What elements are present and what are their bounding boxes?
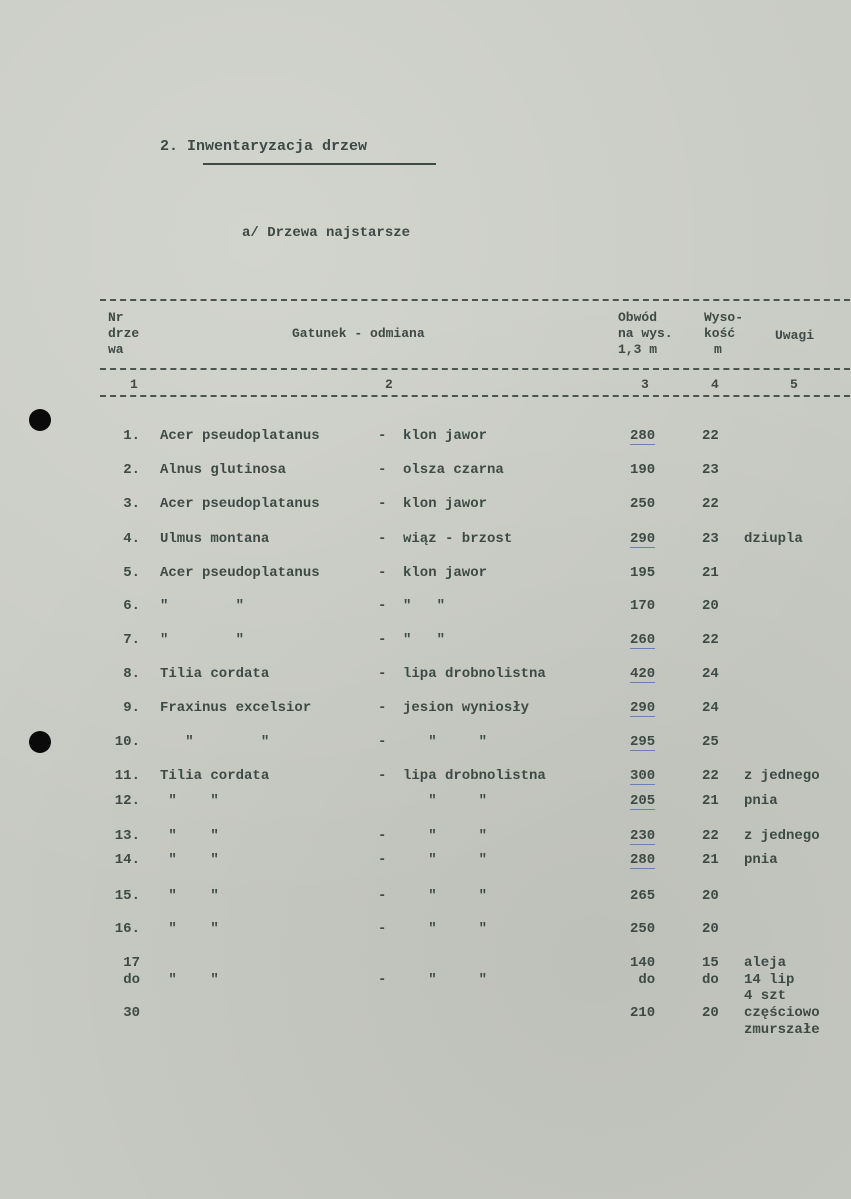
- table-row: [0, 496, 851, 516]
- height-cell: 20: [702, 1005, 719, 1021]
- header-circ-line: na wys.: [618, 326, 673, 341]
- species-cell: Acer pseudoplatanus: [160, 565, 320, 581]
- table-row: [0, 852, 851, 872]
- table-row: [0, 828, 851, 848]
- separator-dash: -: [378, 531, 387, 547]
- row-number: 7.: [123, 632, 140, 648]
- separator-dash: -: [378, 734, 387, 750]
- species-cell: Ulmus montana: [160, 531, 270, 547]
- variety-cell: wiąz - brzost: [403, 531, 513, 547]
- header-circ-line: 1,3 m: [618, 342, 658, 357]
- separator-dash: -: [378, 462, 387, 478]
- separator-dash: -: [378, 768, 387, 784]
- header-height-line: m: [714, 342, 722, 357]
- column-number-rule: [100, 395, 850, 397]
- separator-dash: -: [378, 598, 387, 614]
- circumference-cell: 190: [630, 462, 656, 478]
- circumference-cell: 290: [630, 531, 656, 547]
- variety-cell: " ": [403, 828, 488, 844]
- notes-cell: pnia: [744, 852, 778, 868]
- header-nr-line: wa: [108, 342, 124, 357]
- table-row: [0, 700, 851, 720]
- table-row: [0, 921, 851, 941]
- header-notes: Uwagi: [775, 328, 815, 343]
- circumference-cell: 140: [630, 955, 656, 971]
- table-row: [0, 793, 851, 813]
- circumference-cell: 230: [630, 828, 656, 844]
- species-cell: " ": [160, 632, 245, 648]
- subsection-title: a/ Drzewa najstarsze: [242, 225, 411, 241]
- notes-cell: częściowo: [744, 1005, 820, 1021]
- table-row: [0, 1022, 851, 1042]
- height-cell: 21: [702, 793, 719, 809]
- table-row: [0, 666, 851, 686]
- height-cell: 23: [702, 462, 719, 478]
- species-cell: Acer pseudoplatanus: [160, 428, 320, 444]
- row-number: 6.: [123, 598, 140, 614]
- height-cell: 20: [702, 921, 719, 937]
- row-number: 17: [123, 955, 140, 971]
- circumference-cell: 420: [630, 666, 656, 682]
- circumference-cell: 290: [630, 700, 656, 716]
- variety-cell: " ": [403, 734, 488, 750]
- variety-cell: " ": [403, 921, 488, 937]
- row-number: 5.: [123, 565, 140, 581]
- height-cell: 22: [702, 828, 719, 844]
- height-cell: 22: [702, 428, 719, 444]
- height-cell: 23: [702, 531, 719, 547]
- height-cell: 20: [702, 888, 719, 904]
- table-row: [0, 462, 851, 482]
- variety-cell: " ": [403, 632, 446, 648]
- height-cell: 21: [702, 852, 719, 868]
- species-cell: " ": [160, 734, 270, 750]
- circumference-cell: 300: [630, 768, 656, 784]
- circumference-cell: 205: [630, 793, 656, 809]
- circumference-cell: 250: [630, 921, 656, 937]
- separator-dash: -: [378, 852, 387, 868]
- height-cell: do: [702, 972, 719, 988]
- separator-dash: -: [378, 632, 387, 648]
- header-nr-line: Nr: [108, 310, 124, 325]
- header-nr-line: drze: [108, 326, 140, 341]
- header-circumference: [618, 310, 673, 358]
- circumference-cell: 265: [630, 888, 656, 904]
- species-cell: Tilia cordata: [160, 666, 270, 682]
- variety-cell: " ": [403, 972, 488, 988]
- species-cell: Alnus glutinosa: [160, 462, 287, 478]
- notes-cell: z jednego: [744, 768, 820, 784]
- variety-cell: klon jawor: [403, 496, 488, 512]
- circumference-cell: 295: [630, 734, 656, 750]
- title-underline: [203, 163, 436, 165]
- notes-cell: 4 szt: [744, 988, 787, 1004]
- circumference-cell: 250: [630, 496, 656, 512]
- species-cell: Acer pseudoplatanus: [160, 496, 320, 512]
- row-number: 15.: [114, 888, 140, 904]
- row-number: 4.: [123, 531, 140, 547]
- table-row: [0, 565, 851, 585]
- height-cell: 25: [702, 734, 719, 750]
- column-number: 3: [641, 377, 649, 392]
- variety-cell: " ": [403, 598, 446, 614]
- column-number: 2: [385, 377, 393, 392]
- row-number: 11.: [114, 768, 140, 784]
- row-number: 14.: [114, 852, 140, 868]
- variety-cell: " ": [403, 793, 488, 809]
- variety-cell: jesion wyniosły: [403, 700, 530, 716]
- circumference-cell: 170: [630, 598, 656, 614]
- species-cell: " ": [160, 598, 245, 614]
- table-row: [0, 428, 851, 448]
- row-number: 16.: [114, 921, 140, 937]
- separator-dash: -: [378, 496, 387, 512]
- species-cell: " ": [160, 852, 219, 868]
- header-height-line: Wyso-: [704, 310, 744, 325]
- table-row: [0, 768, 851, 788]
- column-number: 1: [130, 377, 138, 392]
- variety-cell: klon jawor: [403, 428, 488, 444]
- variety-cell: lipa drobnolistna: [403, 768, 546, 784]
- separator-dash: -: [378, 921, 387, 937]
- circumference-cell: 195: [630, 565, 656, 581]
- row-number: 3.: [123, 496, 140, 512]
- variety-cell: klon jawor: [403, 565, 488, 581]
- species-cell: " ": [160, 972, 219, 988]
- header-species: Gatunek - odmiana: [292, 326, 425, 341]
- row-number: 2.: [123, 462, 140, 478]
- circumference-cell: do: [630, 972, 656, 988]
- row-number: 12.: [114, 793, 140, 809]
- height-cell: 24: [702, 666, 719, 682]
- circumference-cell: 280: [630, 428, 656, 444]
- column-number: 4: [711, 377, 719, 392]
- row-number: do: [123, 972, 140, 988]
- variety-cell: " ": [403, 852, 488, 868]
- separator-dash: -: [378, 565, 387, 581]
- header-height-line: kość: [704, 326, 736, 341]
- variety-cell: " ": [403, 888, 488, 904]
- height-cell: 21: [702, 565, 719, 581]
- species-cell: " ": [160, 921, 219, 937]
- notes-cell: zmurszałe: [744, 1022, 820, 1038]
- row-number: 30: [123, 1005, 140, 1021]
- variety-cell: olsza czarna: [403, 462, 504, 478]
- table-row: [0, 598, 851, 618]
- circumference-cell: 260: [630, 632, 656, 648]
- header-height: [704, 310, 743, 358]
- species-cell: Tilia cordata: [160, 768, 270, 784]
- height-cell: 15: [702, 955, 719, 971]
- table-row: [0, 734, 851, 754]
- separator-dash: -: [378, 700, 387, 716]
- notes-cell: aleja: [744, 955, 787, 971]
- separator-dash: -: [378, 666, 387, 682]
- column-number: 5: [790, 377, 798, 392]
- separator-dash: -: [378, 428, 387, 444]
- circumference-cell: 210: [630, 1005, 656, 1021]
- variety-cell: lipa drobnolistna: [403, 666, 546, 682]
- row-number: 1.: [123, 428, 140, 444]
- section-title: 2. Inwentaryzacja drzew: [160, 138, 368, 155]
- table-row: [0, 531, 851, 551]
- height-cell: 24: [702, 700, 719, 716]
- header-circ-line: Obwód: [618, 310, 658, 325]
- row-number: 13.: [114, 828, 140, 844]
- separator-dash: -: [378, 888, 387, 904]
- row-number: 8.: [123, 666, 140, 682]
- height-cell: 22: [702, 768, 719, 784]
- separator-dash: -: [378, 972, 387, 988]
- notes-cell: dziupla: [744, 531, 803, 547]
- row-number: 10.: [114, 734, 140, 750]
- height-cell: 22: [702, 632, 719, 648]
- height-cell: 22: [702, 496, 719, 512]
- circumference-cell: 280: [630, 852, 656, 868]
- header-nr: [108, 310, 139, 358]
- notes-cell: z jednego: [744, 828, 820, 844]
- separator-dash: -: [378, 828, 387, 844]
- row-number: 9.: [123, 700, 140, 716]
- header-rule: [100, 368, 850, 370]
- species-cell: " ": [160, 888, 219, 904]
- table-row: [0, 632, 851, 652]
- species-cell: " ": [160, 828, 219, 844]
- notes-cell: 14 lip: [744, 972, 795, 988]
- table-row: [0, 888, 851, 908]
- table-top-rule: [100, 299, 850, 301]
- species-cell: Fraxinus excelsior: [160, 700, 312, 716]
- species-cell: " ": [160, 793, 219, 809]
- notes-cell: pnia: [744, 793, 778, 809]
- height-cell: 20: [702, 598, 719, 614]
